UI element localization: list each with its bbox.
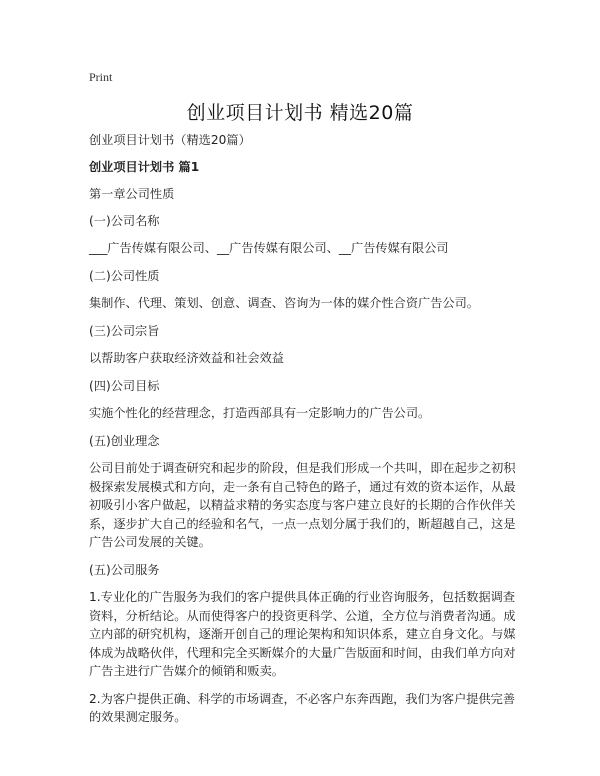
print-label: Print <box>89 70 113 84</box>
chapter-heading: 第一章公司性质 <box>89 187 175 201</box>
block-text-goal: 实施个性化的经营理念，打造西部具有一定影响力的广告公司。 <box>89 406 431 420</box>
block-text-services: 1.专业化的广告服务为我们的客户提供具体正确的行业咨询服务，包括数据调查资料，分析结论。从而使得客户的投资更科学、公道，全方位与消费者沟通。成立内部的研究机构，逐渐开创自己的理论架构和知识体系，建立自身文化。与媒体成为战略伙伴，代理和完全买断媒介的大量广告版面和时间，由我们单方向对广告主进行广告媒介的倾销和贩卖。 <box>89 590 516 678</box>
section-title: 创业项目计划书 篇1 <box>89 159 200 174</box>
document-body <box>89 131 519 736</box>
page-title: 创业项目计划书 精选20篇 <box>186 102 414 124</box>
block-text-philosophy: 公司目前处于调查研究和起步的阶段，但是我们形成一个共叫，即在起步之初积极探索发展模式和方向，走一条有自己特色的路子，通过有效的资本运作，从最初吸引小客户做起，以精益求精的务实态度与客户建立良好的长期的合作伙伴关系，逐步扩大自己的经验和名气，一点一点划分属于我们的，断超越自己，这是广告公司发展的关键。 <box>89 461 516 549</box>
block-text-purpose: 以帮助客户获取经济效益和社会效益 <box>89 351 284 365</box>
block-heading-goal: (四)公司目标 <box>89 378 160 393</box>
block-text-name: ___广告传媒有限公司、__广告传媒有限公司、__广告传媒有限公司 <box>89 241 449 255</box>
block-heading-name: (一)公司名称 <box>89 213 160 228</box>
block-heading-philosophy: (五)创业理念 <box>89 433 160 448</box>
block-heading-purpose: (三)公司宗旨 <box>89 323 160 338</box>
last-paragraph: 2.为客户提供正确、科学的市场调查，不必客户东奔西跑，我们为客户提供完善的效果测定服务。 <box>89 691 516 724</box>
document-subtitle: 创业项目计划书（精选20篇） <box>89 133 251 147</box>
block-text-nature: 集制作、代理、策划、创意、调查、咨询为一体的媒介性合资广告公司。 <box>89 296 479 310</box>
block-heading-services: (五)公司服务 <box>89 562 160 577</box>
block-heading-nature: (二)公司性质 <box>89 268 160 283</box>
